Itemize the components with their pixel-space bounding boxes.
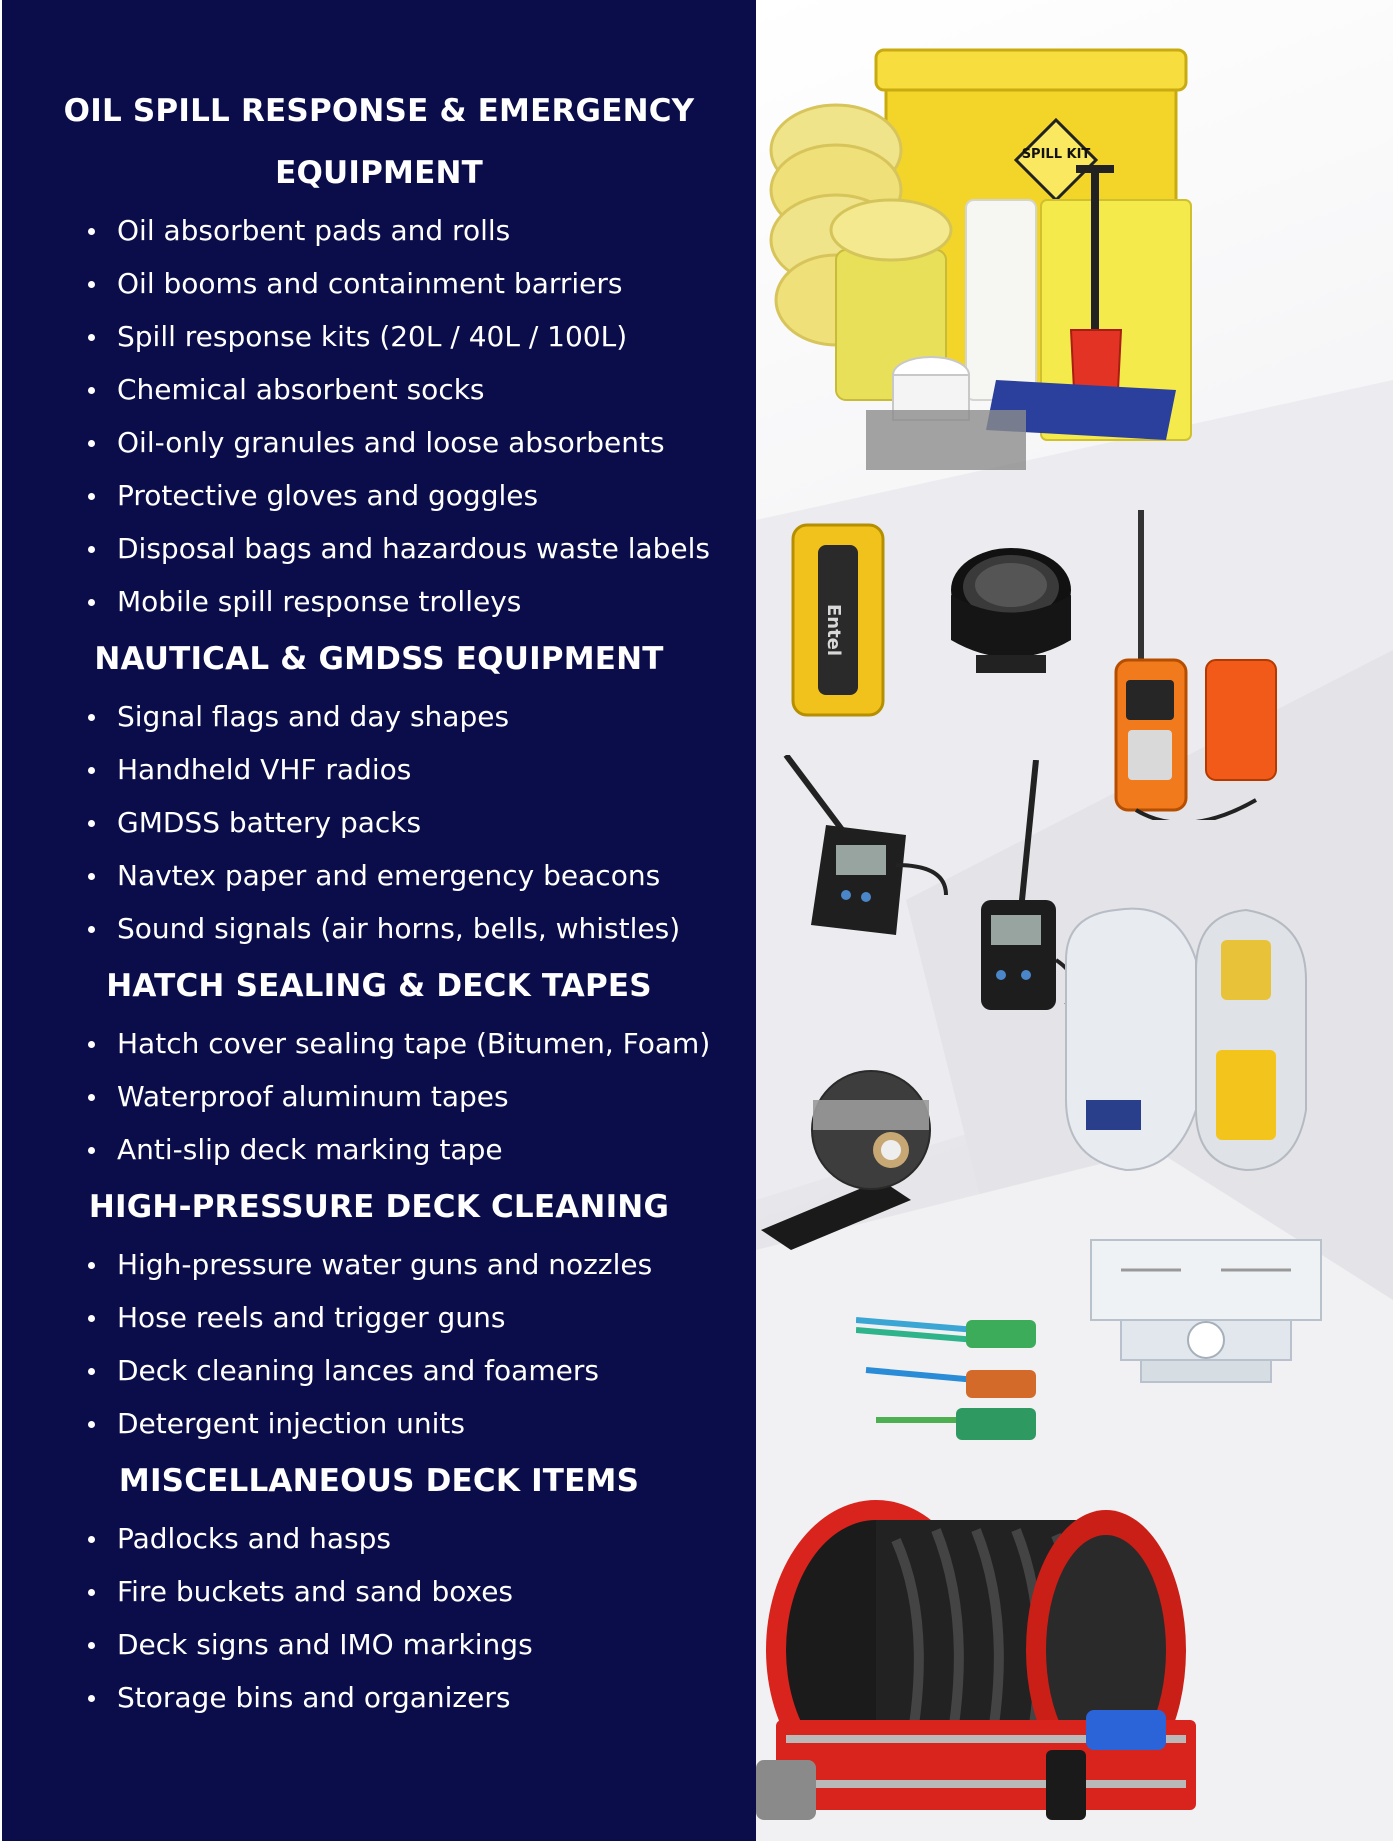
- list-item: Handheld VHF radios: [2, 743, 756, 796]
- list-item: Signal flags and day shapes: [2, 690, 756, 743]
- list-item: Mobile spill response trolleys: [2, 575, 756, 628]
- section-title-hatch-sealing: HATCH SEALING & DECK TAPES: [106, 968, 652, 1004]
- list-item: Deck cleaning lances and foamers: [2, 1344, 756, 1397]
- sealing-tape-roll-image: [761, 1060, 941, 1250]
- list-item: Chemical absorbent socks: [2, 363, 756, 416]
- list-item: Fire buckets and sand boxes: [2, 1565, 756, 1618]
- list-hatch-sealing: [2, 1017, 756, 1176]
- spill-kit-label-text: SPILL KIT: [1021, 147, 1091, 162]
- hose-fittings-image: [856, 1300, 1056, 1450]
- hose-reel-image: [756, 1480, 1226, 1841]
- compass-image: [936, 535, 1086, 685]
- black-vhf-radio-image: [776, 755, 956, 945]
- list-item: Detergent injection units: [2, 1397, 756, 1450]
- list-item: Oil-only granules and loose absorbents: [2, 416, 756, 469]
- list-item: Deck signs and IMO markings: [2, 1618, 756, 1671]
- section-title-miscellaneous: MISCELLANEOUS DECK ITEMS: [118, 1463, 640, 1499]
- section-list: [2, 80, 756, 1724]
- list-item: Anti-slip deck marking tape: [2, 1123, 756, 1176]
- list-item: Padlocks and hasps: [2, 1512, 756, 1565]
- section-title-oil-spill: OIL SPILL RESPONSE & EMERGENCY EQUIPMENT: [63, 93, 695, 191]
- gmdss-battery-pack-image: [788, 520, 888, 720]
- battery-brand-text: Entel: [823, 603, 844, 657]
- section-title-nautical: NAUTICAL & GMDSS EQUIPMENT: [94, 641, 664, 677]
- list-item: Navtex paper and emergency beacons: [2, 849, 756, 902]
- list-item: Waterproof aluminum tapes: [2, 1070, 756, 1123]
- list-deck-cleaning: [2, 1238, 756, 1450]
- navigation-plotter-image: [1081, 1230, 1331, 1390]
- list-miscellaneous: [2, 1512, 756, 1724]
- section-title-deck-cleaning: HIGH-PRESSURE DECK CLEANING: [88, 1189, 670, 1225]
- text-panel: [2, 0, 756, 1841]
- list-item: Oil booms and containment barriers: [2, 257, 756, 310]
- list-item: GMDSS battery packs: [2, 796, 756, 849]
- list-item: High-pressure water guns and nozzles: [2, 1238, 756, 1291]
- list-nautical: [2, 690, 756, 955]
- list-oil-spill: [2, 204, 756, 628]
- list-item: Hatch cover sealing tape (Bitumen, Foam): [2, 1017, 756, 1070]
- list-item: Oil absorbent pads and rolls: [2, 204, 756, 257]
- list-item: Storage bins and organizers: [2, 1671, 756, 1724]
- product-image-panel: [756, 0, 1393, 1841]
- emergency-beacon-image: [1056, 900, 1326, 1180]
- list-item: Hose reels and trigger guns: [2, 1291, 756, 1344]
- list-item: Spill response kits (20L / 40L / 100L): [2, 310, 756, 363]
- list-item: Sound signals (air horns, bells, whistles): [2, 902, 756, 955]
- spill-kit-image: [766, 30, 1226, 490]
- list-item: Disposal bags and hazardous waste labels: [2, 522, 756, 575]
- list-item: Protective gloves and goggles: [2, 469, 756, 522]
- orange-vhf-radio-image: [1096, 510, 1286, 820]
